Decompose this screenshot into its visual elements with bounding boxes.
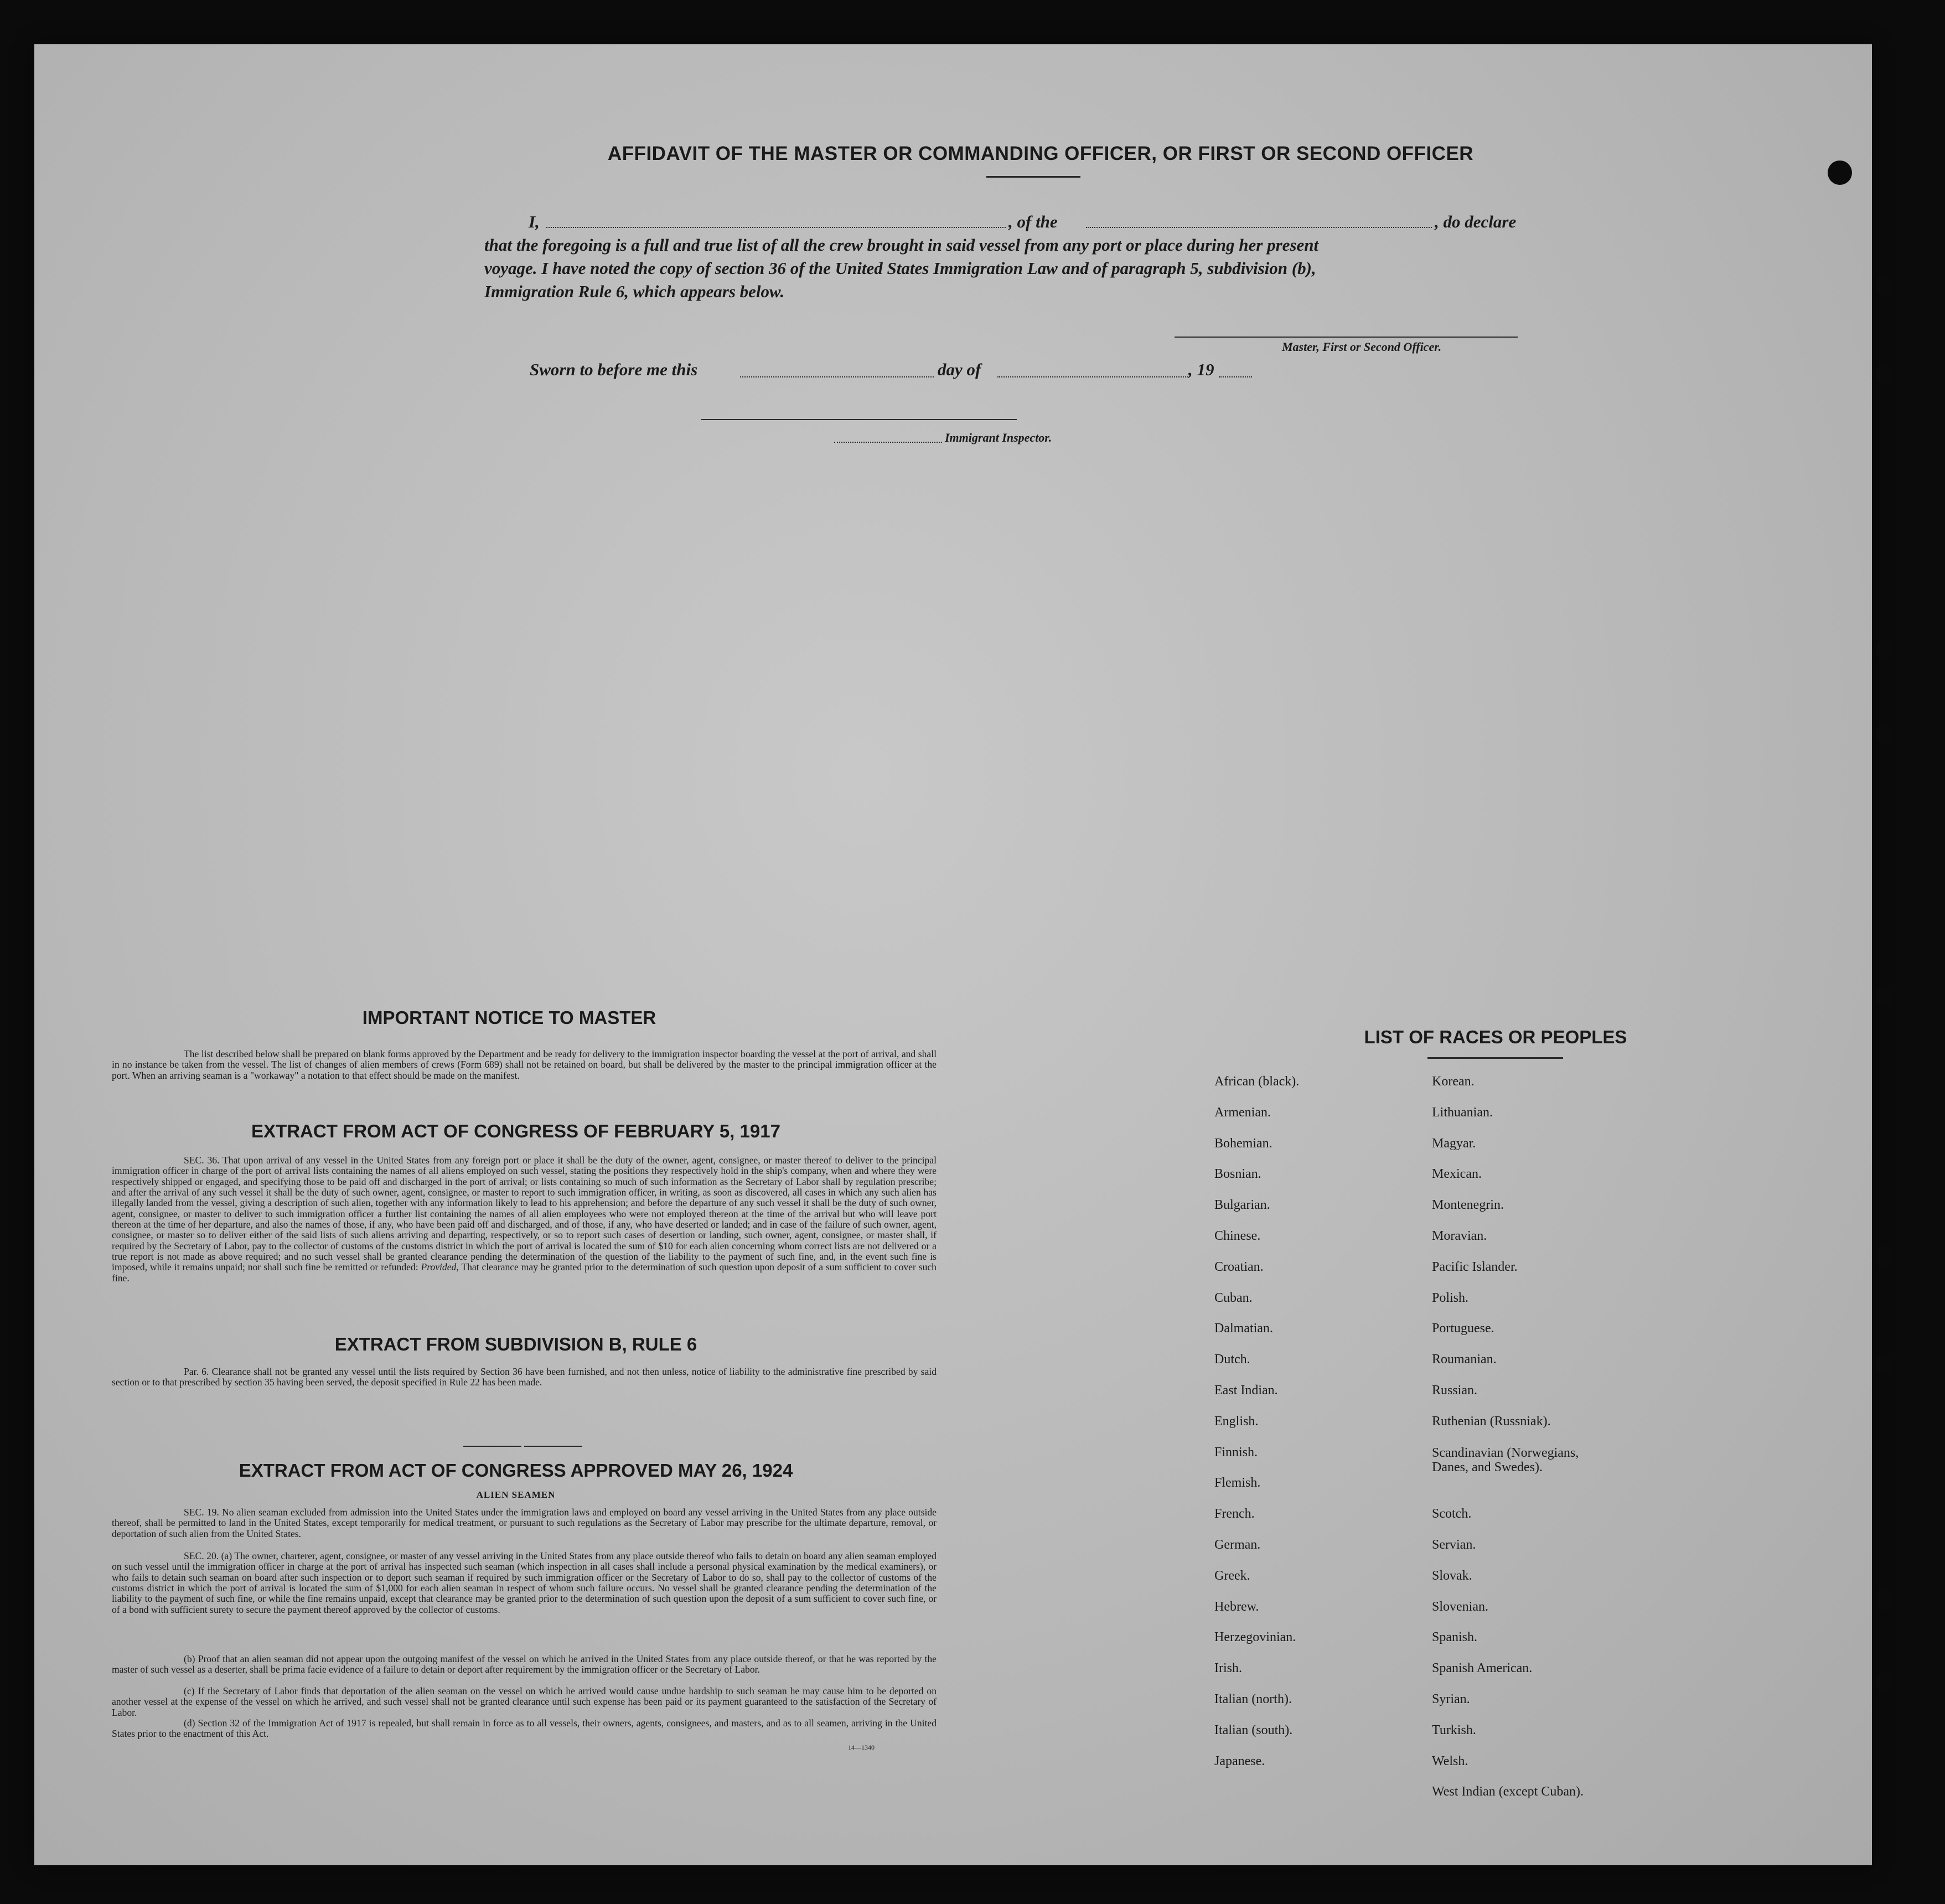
year-label: , 19 bbox=[1188, 360, 1214, 379]
race-item: Russian. bbox=[1432, 1383, 1478, 1398]
race-item: Scotch. bbox=[1432, 1507, 1472, 1522]
short-rule-left bbox=[463, 1446, 521, 1447]
manifest-page bbox=[34, 44, 1872, 1865]
race-item: Welsh. bbox=[1432, 1753, 1468, 1768]
race-item: Magyar. bbox=[1432, 1136, 1476, 1151]
race-item: Bohemian. bbox=[1214, 1136, 1272, 1151]
sec19-text: SEC. 19. No alien seaman excluded from admission into the United States under the immigration laws and employed on board any vessel arriving in the United States from any place outside thereof, shall be permitted to land in the United States, except temporarily for medical treatment, or pursuant to such regulations as the Secretary of Labor may prescribe for the ultimate departure, removal, or deportation of such alien from the United States. bbox=[112, 1507, 937, 1539]
punch-hole bbox=[1876, 985, 1893, 1007]
affidavit-of-the-label: , of the bbox=[1008, 212, 1058, 231]
race-item: Pacific Islander. bbox=[1432, 1259, 1518, 1274]
race-item: Hebrew. bbox=[1214, 1599, 1259, 1614]
race-item: Korean. bbox=[1432, 1074, 1475, 1089]
affidavit-line-3: voyage. I have noted the copy of section 36 of the United States Immigration Law and of paragraph 5, subdivision (b), bbox=[484, 258, 1316, 278]
race-item: Moravian. bbox=[1432, 1228, 1487, 1243]
race-item: Syrian. bbox=[1432, 1691, 1470, 1706]
punch-hole bbox=[1876, 1353, 1893, 1375]
day-of-label: day of bbox=[938, 360, 981, 379]
inspector-dotted-line[interactable] bbox=[834, 442, 942, 443]
race-item: Chinese. bbox=[1214, 1228, 1261, 1243]
inspector-label: Immigrant Inspector. bbox=[945, 431, 1052, 444]
signature-line[interactable] bbox=[1175, 337, 1518, 338]
sworn-month-line[interactable] bbox=[997, 376, 1188, 377]
race-item: Polish. bbox=[1432, 1290, 1469, 1305]
race-item: Dalmatian. bbox=[1214, 1321, 1273, 1336]
sworn-day-line[interactable] bbox=[740, 376, 934, 377]
race-item: Flemish. bbox=[1214, 1476, 1261, 1491]
race-item: Italian (north). bbox=[1214, 1691, 1292, 1706]
extract-1917-title: EXTRACT FROM ACT OF CONGRESS OF FEBRUARY 5, 1917 bbox=[251, 1121, 780, 1141]
sworn-label: Sworn to before me this bbox=[530, 360, 698, 379]
inspector-signature-line[interactable] bbox=[701, 419, 1017, 420]
vessel-name-line[interactable] bbox=[1086, 227, 1432, 228]
race-item: Bulgarian. bbox=[1214, 1198, 1270, 1213]
races-title-underline bbox=[1427, 1057, 1563, 1059]
affidavit-do-declare: , do declare bbox=[1435, 212, 1517, 231]
race-item: Turkish. bbox=[1432, 1722, 1476, 1737]
punch-hole bbox=[1876, 1589, 1893, 1611]
races-column-1 bbox=[1214, 1075, 1414, 1785]
form-number: 14—1340 bbox=[848, 1743, 875, 1751]
short-rule-right bbox=[524, 1446, 582, 1447]
proviso-word: Provided, bbox=[421, 1261, 459, 1273]
punch-hole bbox=[1876, 1672, 1893, 1694]
race-item: Dutch. bbox=[1214, 1352, 1250, 1367]
race-item: French. bbox=[1214, 1507, 1255, 1522]
extract-1917-text bbox=[112, 1155, 937, 1284]
race-item: Lithuanian. bbox=[1432, 1105, 1493, 1120]
races-column-2 bbox=[1432, 1075, 1664, 1816]
race-item: Bosnian. bbox=[1214, 1167, 1261, 1182]
punch-hole bbox=[1876, 1245, 1893, 1267]
race-item: Herzegovinian. bbox=[1214, 1630, 1296, 1645]
sec36-body: SEC. 36. That upon arrival of any vessel in the United States from any foreign port or place it shall be the duty of the owner, agent, consignee, or master thereof to deliver to the principal immigration officer in charge of the port of arrival lists containing the names of all aliens employed on such vessel, stating the positions they respectively hold in the ship's company, when and where they were respectively shipped or engaged, and specifying those to be paid off and discharged in the port of arrival; or lists containing so much of such information as the Secretary of Labor shall by regulation prescribe; and after the arrival of any such vessel it shall be the duty of such owner, agent, consignee, or master to report to such immigration officer, in writing, as soon as discovered, all cases in which any such alien has illegally landed from the vessel, giving a description of such alien, together with any information likely to lead to his apprehension; and before the departure of any such vessel it shall be the duty of such owner, agent, consignee, or master to deliver to such immigration officer a further list containing the names of all alien employees who were not employed thereon at the time of the arrival but who will leave port thereon at the time of her departure, and also the names of those, if any, who have been paid off and discharged, and of those, if any, who have deserted or landed; and in case of the failure of such owner, agent, consignee, or master so to deliver either of the said lists of such aliens arriving and departing, respectively, or so to report such cases of desertion or landing, such owner, agent, consignee, or master shall, if required by the Secretary of Labor, pay to the collector of customs of the customs district in which the port of arrival is located the sum of $10 for each alien concerning whom correct lists are not delivered or a true report is not made as above required; and no such vessel shall be granted clearance pending the determination of the question of the liability to the payment of such fine, and, in the event such fine is imposed, while it remains unpaid; nor shall such fine be remitted or refunded: bbox=[112, 1155, 937, 1273]
punch-hole bbox=[1876, 363, 1893, 385]
race-item: East Indian. bbox=[1214, 1383, 1278, 1398]
race-item: African (black). bbox=[1214, 1074, 1300, 1089]
affidavit-line-2: that the foregoing is a full and true list of all the crew brought in said vessel from any port or place during her present bbox=[484, 235, 1319, 255]
race-item: German. bbox=[1214, 1537, 1261, 1552]
alien-seamen-subhead: ALIEN SEAMEN bbox=[476, 1489, 556, 1500]
sec20b-text: (b) Proof that an alien seaman did not appear upon the outgoing manifest of the vessel on which he arrived in the United States from any place outside thereof, or that he was reported by the master of such vessel as a deserter, shall be prima facie evidence of a failure to detain or deport after requirement by the immigration officer or the Secretary of Labor. bbox=[112, 1653, 937, 1675]
race-item: Portuguese. bbox=[1432, 1321, 1494, 1336]
race-item: Croatian. bbox=[1214, 1259, 1264, 1274]
race-item: Slovak. bbox=[1432, 1568, 1472, 1583]
punch-hole bbox=[1876, 639, 1893, 661]
races-title: LIST OF RACES OR PEOPLES bbox=[1364, 1027, 1627, 1047]
sec20c-text: (c) If the Secretary of Labor finds that deportation of the alien seaman on the vessel on which he arrived would cause undue hardship to such seaman he may cause him to be deported on another vessel at the expense of the vessel on which he arrived, and such vessel shall not be granted clearance until such expense has been paid or its payment guaranteed to the satisfaction of the Secretary of Labor. bbox=[112, 1685, 937, 1718]
race-item: English. bbox=[1214, 1414, 1259, 1429]
proviso-text: That clearance may be granted prior to the determination of such question upon deposit of a sum sufficient to cover such fine. bbox=[112, 1261, 937, 1284]
affidavit-line-4: Immigration Rule 6, which appears below. bbox=[484, 282, 785, 301]
extract-rule6-text: Par. 6. Clearance shall not be granted any vessel until the lists required by Section 36 have been furnished, and not then unless, notice of liability to the administrative fine prescribed by said section or to that prescribed by section 35 having been served, the deposit specified in Rule 22 has been made. bbox=[112, 1366, 937, 1388]
extract-rule6-title: EXTRACT FROM SUBDIVISION B, RULE 6 bbox=[334, 1334, 697, 1354]
affidavit-title: AFFIDAVIT OF THE MASTER OR COMMANDING OFFICER, OR FIRST OR SECOND OFFICER bbox=[607, 143, 1474, 164]
race-item: Servian. bbox=[1432, 1537, 1476, 1552]
race-item: Roumanian. bbox=[1432, 1352, 1497, 1367]
race-item: Japanese. bbox=[1214, 1753, 1265, 1768]
master-name-line[interactable] bbox=[546, 227, 1006, 228]
race-item: Irish. bbox=[1214, 1661, 1242, 1676]
extract-1924-title: EXTRACT FROM ACT OF CONGRESS APPROVED MAY 26, 1924 bbox=[239, 1460, 793, 1481]
sec20a-text: SEC. 20. (a) The owner, charterer, agent, consignee, or master of any vessel arriving in the United States from any place outside thereof who fails to detain on board any alien seaman employed on such vessel until the immigration officer in charge at the port of arrival has inspected such seaman (which inspection in all cases shall include a personal physical examination by the medical examiners), or who fails to detain such seaman on board after such inspection or to deport such seaman if required by such immigration officer or the Secretary of Labor to do so, shall pay to the collector of customs of the customs district in which the port of arrival is located the sum of $1,000 for each alien seaman in respect of whom such failure occurs. No vessel shall be granted clearance pending the determination of the liability to the payment of such fine, or while the fine remains unpaid, except that clearance may be granted prior to the determination of such question upon the deposit of a sum sufficient to cover such fine, or of a bond with sufficient surety to secure the payment thereof approved by the collector of customs. bbox=[112, 1550, 937, 1615]
sec20d-text: (d) Section 32 of the Immigration Act of 1917 is repealed, but shall remain in force as to all vessels, their owners, agents, consignees, and masters, and as to all seamen, arriving in the United States prior to the enactment of this Act. bbox=[112, 1717, 937, 1740]
affidavit-i-label: I, bbox=[529, 212, 540, 231]
race-item: Finnish. bbox=[1214, 1445, 1258, 1460]
notice-text: The list described below shall be prepared on blank forms approved by the Department and be ready for delivery to the immigration inspector boarding the vessel at the port of arrival, and shall in no instance be taken from the vessel. The list of changes of alien members of crews (Form 689) shall not be retained on board, but shall be delivered by the master to the principal immigration officer at the port. When an arriving seaman is a "workaway" a notation to that effect should be made on the manifest. bbox=[112, 1048, 937, 1081]
race-item: Italian (south). bbox=[1214, 1722, 1293, 1737]
race-item: Mexican. bbox=[1432, 1167, 1482, 1182]
sworn-year-line[interactable] bbox=[1219, 376, 1252, 377]
race-item: Slovenian. bbox=[1432, 1599, 1488, 1614]
race-item: Spanish. bbox=[1432, 1630, 1478, 1645]
punch-hole bbox=[1828, 161, 1852, 185]
race-item: Cuban. bbox=[1214, 1290, 1253, 1305]
title-underline bbox=[986, 176, 1080, 178]
race-item: Spanish American. bbox=[1432, 1661, 1533, 1676]
signature-label: Master, First or Second Officer. bbox=[1282, 340, 1442, 354]
punch-hole bbox=[1876, 722, 1893, 744]
race-item: Greek. bbox=[1214, 1568, 1250, 1583]
race-item: West Indian (except Cuban). bbox=[1432, 1784, 1584, 1799]
race-item: Ruthenian (Russniak). bbox=[1432, 1414, 1551, 1429]
punch-hole bbox=[1876, 274, 1893, 296]
race-item: Montenegrin. bbox=[1432, 1198, 1504, 1213]
race-item: Armenian. bbox=[1214, 1105, 1271, 1120]
notice-title: IMPORTANT NOTICE TO MASTER bbox=[362, 1007, 656, 1028]
race-item: Scandinavian (Norwegians, Danes, and Swedes). bbox=[1432, 1445, 1579, 1474]
